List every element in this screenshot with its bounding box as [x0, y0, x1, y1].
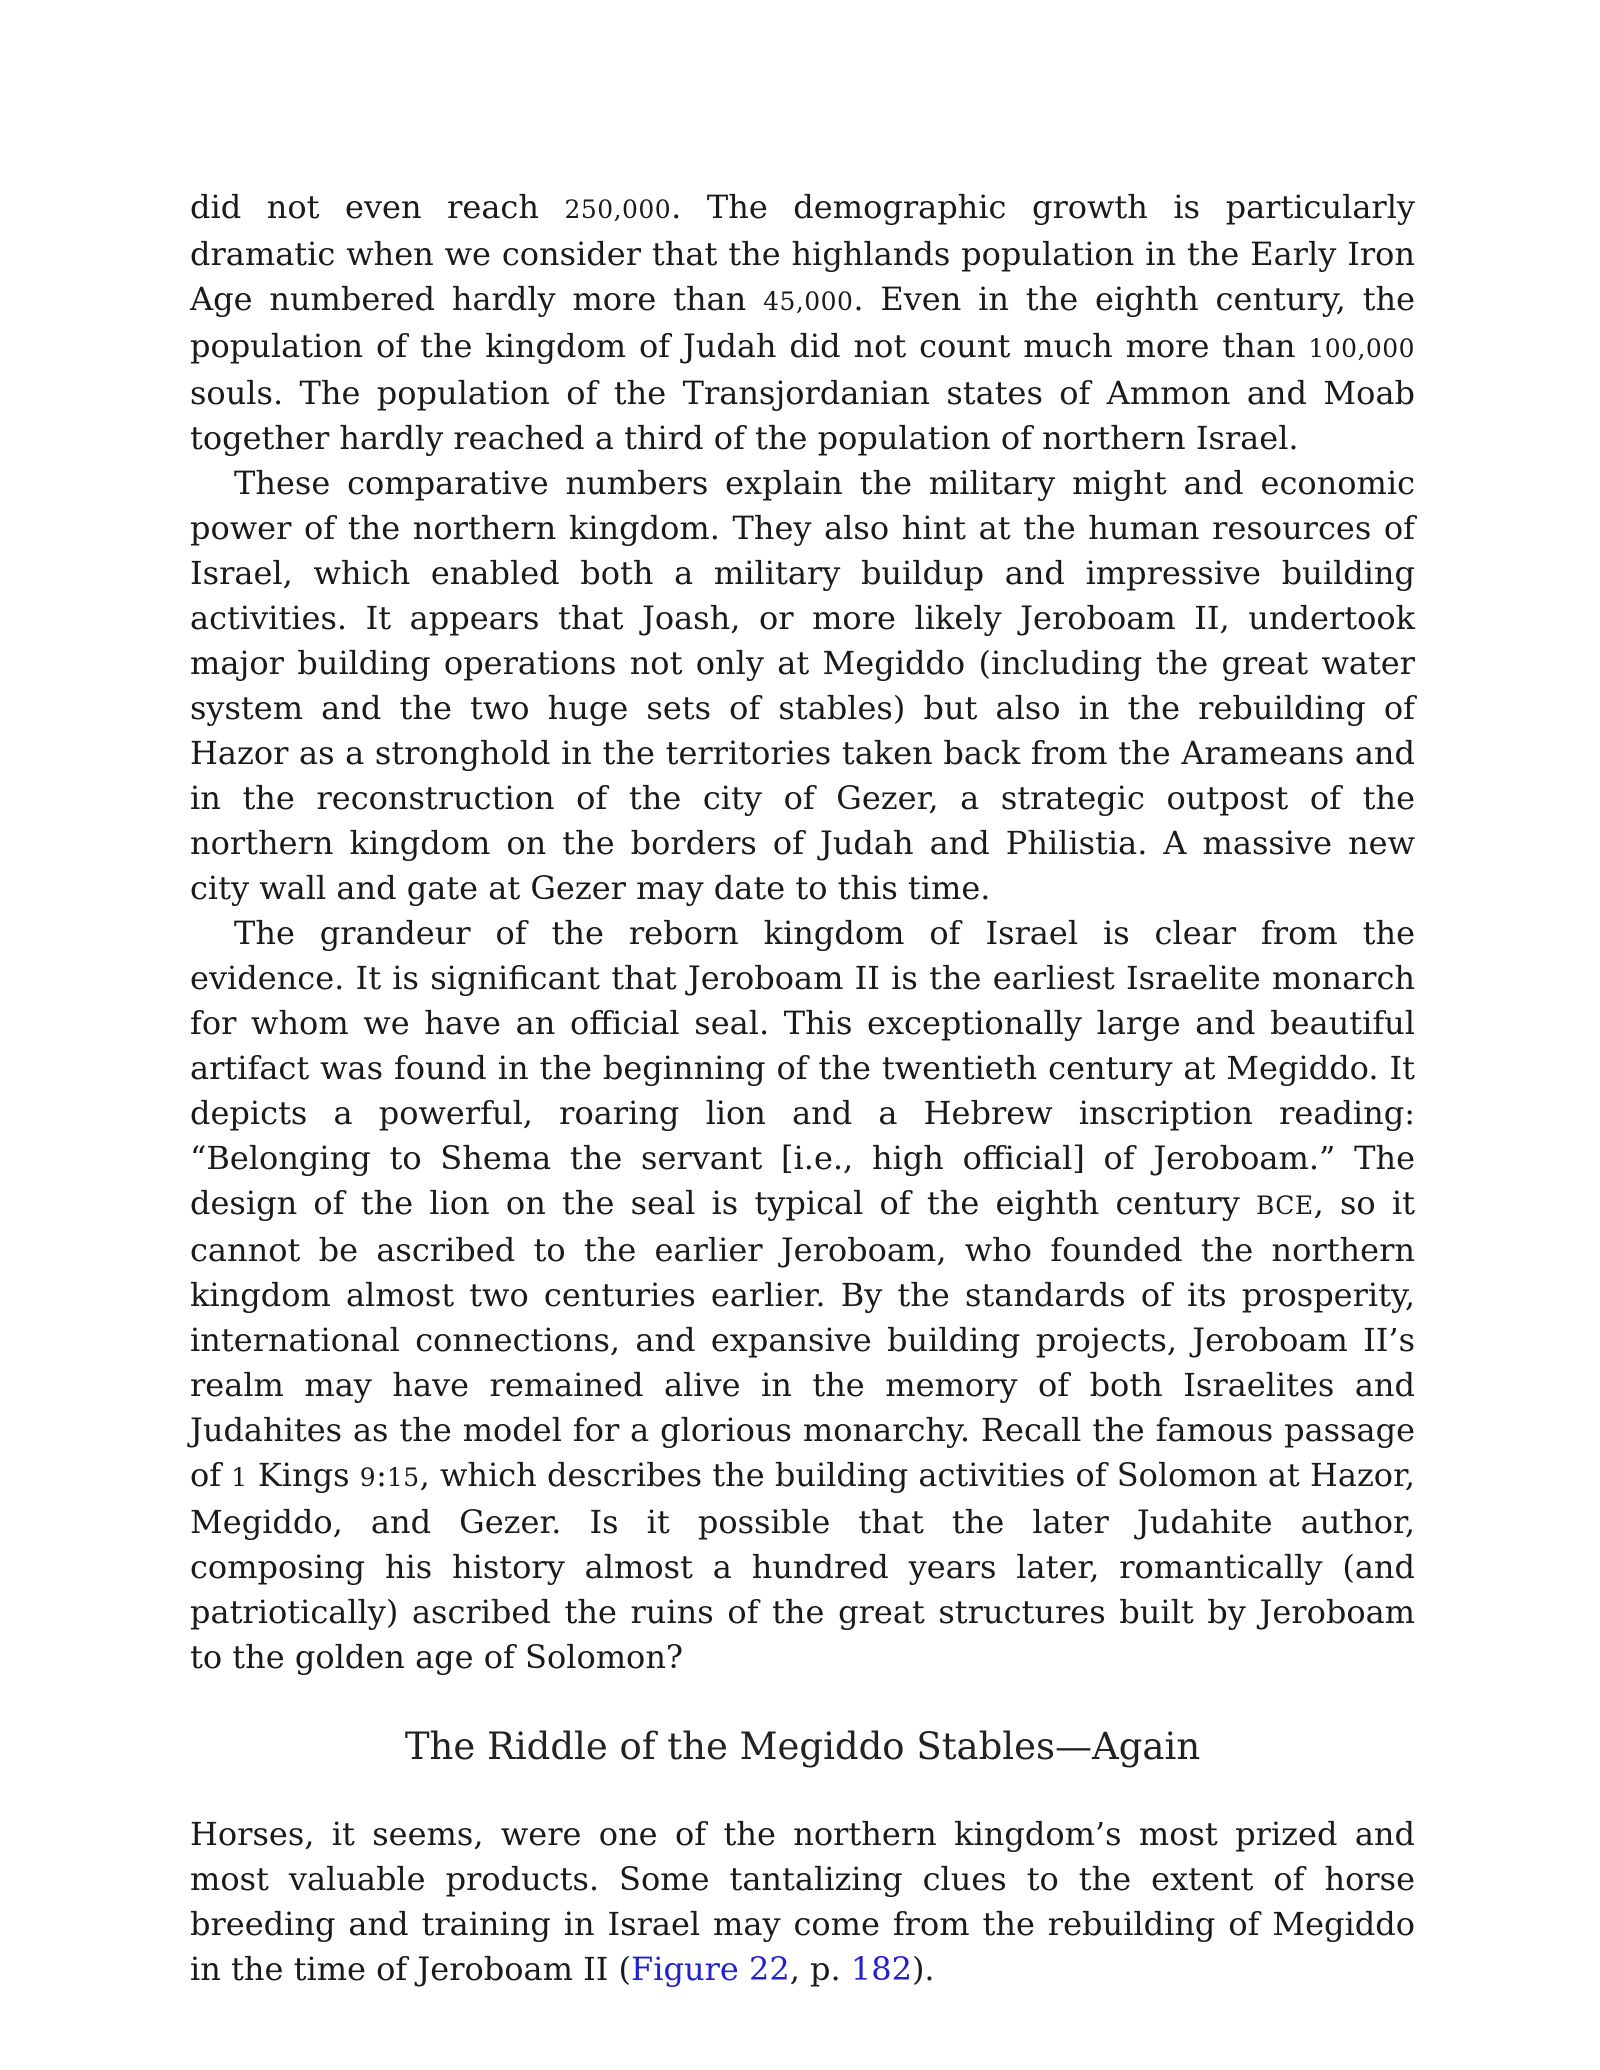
figure-link[interactable]: Figure 22 — [631, 1950, 790, 1988]
paragraph-4 — [190, 1812, 1415, 1992]
text: , which describes the building activities of Solomon at Hazor, Megiddo, and Gezer. Is it possible that the later Judahite author, composing his history almost a hundred years later, romantically (and patriotically) ascribed the ruins of the great structures built by Jeroboam to the golden age of Solomon? — [190, 1456, 1416, 1676]
text: , so it cannot be ascribed to the earlier Jeroboam, who founded the northern kingdom almost two centuries earlier. By the standards of its prosperity, international connections, and expansive building projects, Jeroboam II’s realm may have remained alive in the memory of both Israelites and Judahites as the model for a glorious monarchy. Recall the famous passage of — [190, 1184, 1416, 1494]
text: . The demographic growth is particularly dramatic when we consider that the highlands population in the Early Iron Age numbered hardly more than — [190, 188, 1416, 318]
era-abbreviation: BCE — [1256, 1191, 1314, 1220]
number: 9 — [359, 1463, 377, 1492]
number: 45,000 — [763, 287, 854, 316]
text: , p. — [789, 1950, 851, 1988]
page-link[interactable]: 182 — [850, 1950, 912, 1988]
text: Horses, it seems, were one of the northern kingdom’s most prized and most valuable products. Some tantalizing clues to the extent of horse breeding and training in Israel may come from the rebuilding of Megiddo in the time of Jeroboam II ( — [190, 1815, 1415, 1988]
section-heading: The Riddle of the Megiddo Stables—Again — [404, 1725, 1201, 1768]
number: 250,000 — [564, 195, 672, 224]
paragraph-2: These comparative numbers explain the military might and economic power of the northern kingdom. They also hint at the human resources of Israel, which enabled both a military buildup and impressive building activities. It appears that Joash, or more likely Jeroboam II, undertook major building operations not only at Megiddo (including the great water system and the two huge sets of stables) but also in the rebuilding of Hazor as a stronghold in the territories taken back from the Arameans and in the reconstruction of the city of Gezer, a strategic outpost of the northern kingdom on the borders of Judah and Philistia. A massive new city wall and gate at Gezer may date to this time. — [190, 464, 1415, 907]
text: ). — [911, 1950, 935, 1988]
paragraph-3 — [190, 911, 1415, 1680]
text: : — [376, 1456, 387, 1494]
paragraph-1 — [190, 185, 1415, 461]
text: . Even in the eighth century, the population of the kingdom of Judah did not count much more than — [190, 280, 1416, 365]
text: souls. The population of the Transjordanian states of Ammon and Moab together hardly reached a third of the population of northern Israel. — [190, 374, 1415, 457]
number: 1 — [231, 1463, 248, 1492]
page-body — [190, 185, 1415, 1992]
text: did not even reach — [190, 188, 565, 226]
text: The grandeur of the reborn kingdom of Israel is clear from the evidence. It is significant that Jeroboam II is the earliest Israelite monarch for whom we have an official seal. This exceptionally large and beautiful artifact was found in the beginning of the twentieth century at Megiddo. It depicts a powerful, roaring lion and a Hebrew inscription reading: “Belonging to Shema the servant [i.e., high official] of Jeroboam.” The design of the lion on the seal is typical of the eighth century — [190, 914, 1415, 1222]
text: Kings — [247, 1456, 360, 1494]
number: 100,000 — [1308, 334, 1415, 363]
number: 15 — [386, 1463, 420, 1492]
